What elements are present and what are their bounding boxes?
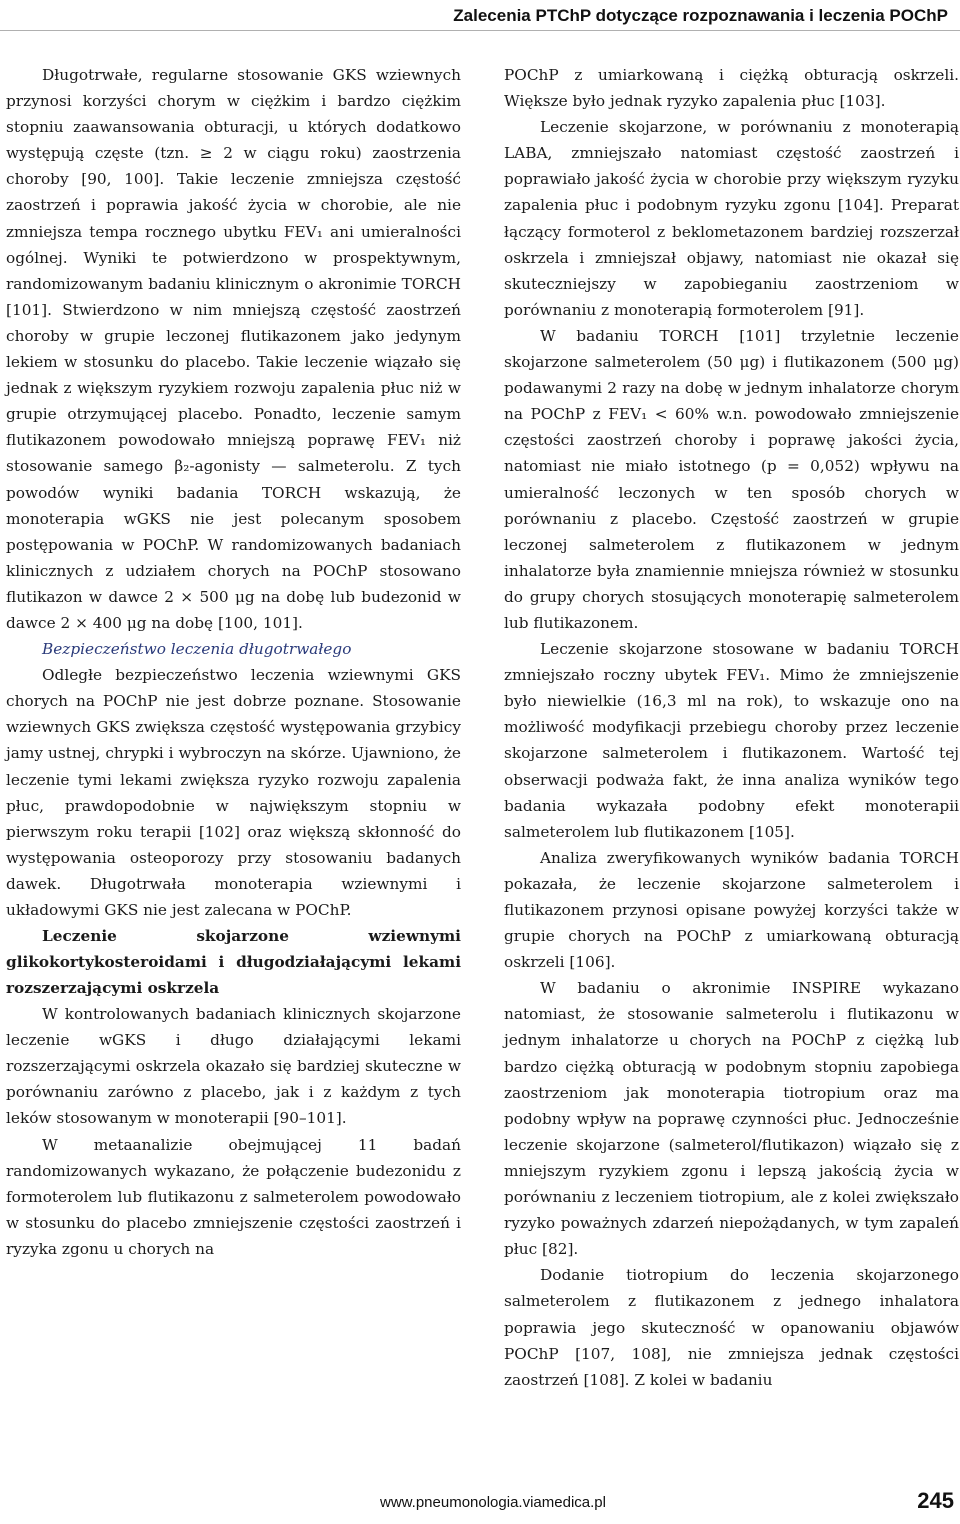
paragraph: POChP z umiarkowaną i ciężką obturacją oskrzeli. Większe było jednak ryzyko zapalenia płuc [103]. (504, 66, 959, 111)
section-heading: Leczenie skojarzone wziewnymi glikokortykosteroidami i długodziałającymi lekami rozszerzającymi oskrzela (6, 927, 461, 998)
page-number: 245 (917, 1488, 954, 1513)
running-title: Zalecenia PTChP dotyczące rozpoznawania i leczenia POChP (453, 6, 948, 25)
left-column (6, 62, 461, 1262)
paragraph: W kontrolowanych badaniach klinicznych skojarzone leczenie wGKS i długo działającymi lekami rozszerzającymi oskrzela okazało się bardziej skuteczne w porównaniu zarówno z placebo, jak i z każdym z tych leków stosowanym w monoterapii [90–101]. (6, 1005, 461, 1128)
section-title: Bezpieczeństwo leczenia długotrwałego (42, 640, 352, 659)
paragraph: Odległe bezpieczeństwo leczenia wziewnymi GKS chorych na POChP nie jest dobrze poznane. Stosowanie wziewnych GKS zwiększa częstość występowania grzybicy jamy ustnej, chrypki i wybroczyn na skórze. Ujawniono, że leczenie tymi lekami zwiększa ryzyko rozwoju zapalenia płuc, prawdopodobnie w największym stopniu w pierwszym roku terapii [102] oraz większą skłonność do występowania osteoporozy przy stosowaniu badanych dawek. Długotrwała monoterapia wziewnymi i układowymi GKS nie jest zalecana w POChP. (6, 666, 461, 919)
paragraph: W metaanalizie obejmującej 11 badań randomizowanych wykazano, że połączenie budezonidu z formoterolem lub flutikazonu z salmeterolem powodowało w stosunku do placebo zmniejszenie częstości zaostrzeń i ryzyka zgonu u chorych na (6, 1135, 461, 1258)
right-column (504, 62, 959, 1393)
paragraph: Dodanie tiotropium do leczenia skojarzonego salmeterolem z flutikazonem z jednego inhalatora poprawia jego skuteczność w opanowaniu objawów POChP [107, 108], nie zmniejsza jednak częstości zaostrzeń [108]. Z kolei w badaniu (504, 1266, 959, 1389)
footer-link[interactable]: www.pneumonologia.viamedica.pl (380, 1494, 606, 1511)
page-header (0, 0, 960, 31)
paragraph: W badaniu TORCH [101] trzyletnie leczenie skojarzone salmeterolem (50 μg) i flutikazonem (500 μg) podawanymi 2 razy na dobę w jednym inhalatorze chorym na POChP z FEV₁ < 60% w.n. powodowało zmniejszenie częstości zaostrzeń choroby i poprawę jakości życia, natomiast nie miało istotnego (p = 0,052) wpływu na umieralność leczonych w ten sposób chorych w porównaniu z placebo. Częstość zaostrzeń w grupie leczonej salmeterolem z flutikazonem w jednym inhalatorze była znamiennie mniejsza również w stosunku do grupy chorych stosujących monoterapię salmeterolem lub flutikazonem. (504, 326, 959, 632)
paragraph: W badaniu o akronimie INSPIRE wykazano natomiast, że stosowanie salmeterolu i flutikazonu w jednym inhalatorze u chorych na POChP z ciężką lub bardzo ciężką obturacją w podobnym stopniu zapobiega zaostrzeniom jak monoterapia tiotropium oraz ma podobny wpływ na poprawę czynności płuc. Jednocześnie leczenie skojarzone (salmeterol/flutikazon) wiązało się z mniejszym ryzykiem zgonu i lepszą jakością życia w porównaniu z leczeniem tiotropium, ale z kolei zwiększało ryzyko poważnych zdarzeń niepożądanych, w tym zapaleń płuc [82]. (504, 979, 959, 1259)
paragraph: Leczenie skojarzone stosowane w badaniu TORCH zmniejszało roczny ubytek FEV₁. Mimo że zmniejszenie było niewielkie (16,3 ml na rok), to wskazuje ono na możliwość modyfikacji przebiegu choroby przez leczenie skojarzone salmeterolem i flutikazonem. Wartość tej obserwacji podważa fakt, że inna analiza wyników tego badania wykazała podobny efekt monoterapii salmeterolem lub flutikazonem [105]. (504, 640, 959, 841)
paragraph: Leczenie skojarzone, w porównaniu z monoterapią LABA, zmniejszało natomiast częstość zaostrzeń i poprawiało jakość życia w chorobie przy większym ryzyku zapalenia płuc i podobnym ryzyku zgonu [104]. Preparat łączący formoterol z beklometazonem bardziej rozszerzał oskrzela i zmniejszał objawy, natomiast nie okazał się skuteczniejszy w zapobieganiu zaostrzeniom w porównaniu z monoterapią formoterolem [91]. (504, 118, 959, 319)
paragraph: Analiza zweryfikowanych wyników badania TORCH pokazała, że leczenie skojarzone salmeterolem i flutikazonem przynosi opisane powyżej korzyści także w grupie chorych na POChP z umiarkowaną obturacją oskrzeli [106]. (504, 848, 959, 972)
paragraph: Długotrwałe, regularne stosowanie GKS wziewnych przynosi korzyści chorym w ciężkim i bardzo ciężkim stopniu zaawansowania obturacji, u których dodatkowo występują częste (tzn. ≥ 2 w ciągu roku) zaostrzenia choroby [90, 100]. Takie leczenie zmniejsza częstość zaostrzeń i poprawia jakość życia w chorobie, ale nie zmniejsza tempa rocznego ubytku FEV₁ ani umieralności ogólnej. Wyniki te potwierdzono w prospektywnym, randomizowanym badaniu klinicznym o akronimie TORCH [101]. Stwierdzono w nim mniejszą częstość zaostrzeń choroby w grupie leczonej flutikazonem jako jedynym lekiem w stosunku do placebo. Takie leczenie wiązało się jednak z większym ryzykiem rozwoju zapalenia płuc niż w grupie otrzymującej placebo. Ponadto, leczenie samym flutikazonem powodowało mniejszą poprawę FEV₁ niż stosowanie samego β₂-agonisty — salmeterolu. Z tych powodów wyniki badania TORCH wskazują, że monoterapia wGKS nie jest polecanym sposobem postępowania w POChP. W randomizowanych badaniach klinicznych z udziałem chorych na POChP stosowano flutikazon w dawce 2 × 500 μg na dobę lub budezonid w dawce 2 × 400 μg na dobę [100, 101]. (6, 66, 461, 632)
